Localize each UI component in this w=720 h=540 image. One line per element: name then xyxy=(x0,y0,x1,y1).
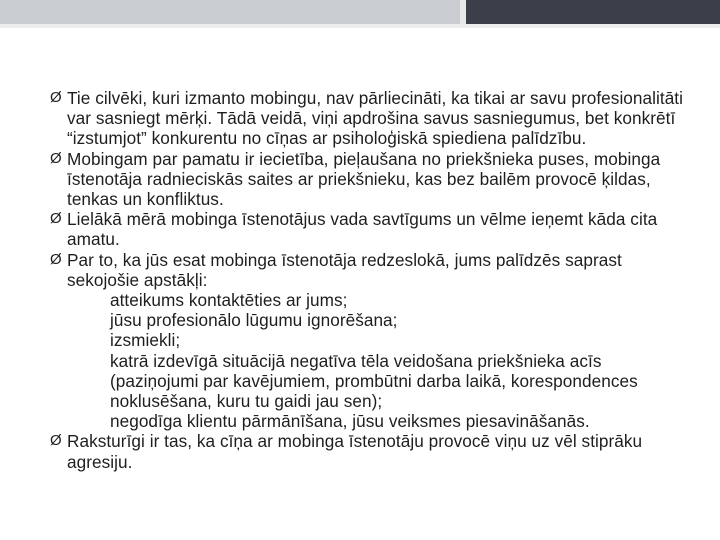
slide-body xyxy=(50,88,690,472)
title-bar-decoration xyxy=(0,0,720,24)
bullet-item xyxy=(50,149,690,210)
bullet-text: Tie cilvēki, kuri izmanto mobingu, nav pārliecināti, ka tikai ar savu profesionalitāti var sasniegt mērķi. Tādā veidā, viņi apdrošina savus sasniegumus, bet konkrētī “izstumjot” konkurentu no cīņas ar psiholoģiskā spiediena palīdzību. xyxy=(67,88,683,149)
sub-list-item: negodīga klientu pārmānīšana, jūsu veiksmes piesavināšanās. xyxy=(110,411,590,432)
bullet-item xyxy=(50,250,690,290)
arrow-bullet-icon: Ø xyxy=(50,149,62,167)
arrow-bullet-icon: Ø xyxy=(50,89,62,106)
divider-line xyxy=(0,24,720,28)
sub-list-item: atteikums kontaktēties ar jums; xyxy=(110,290,348,311)
title-bar-dark-band xyxy=(466,0,720,24)
title-bar-light-band xyxy=(0,0,460,24)
sub-list-item: izsmiekli; xyxy=(110,330,181,351)
bullet-item xyxy=(50,209,690,249)
arrow-bullet-icon: Ø xyxy=(50,250,62,268)
arrow-bullet-icon: Ø xyxy=(50,432,62,450)
bullet-text: Par to, ka jūs esat mobinga īstenotāja redzeslokā, jums palīdzēs saprast sekojošie apstākļi: xyxy=(67,249,622,290)
bullet-text: Raksturīgi ir tas, ka cīņa ar mobinga īstenotāju provocē viņu uz vēl stiprāku agresiju. xyxy=(67,431,643,472)
bullet-text: Mobingam par pamatu ir iecietība, pieļaušana no priekšnieka puses, mobinga īstenotāja radnieciskās saites ar priekšnieku, kas bez bailēm provocē ķildas, tenkas un konfliktus. xyxy=(67,148,661,210)
bullet-text: Lielākā mērā mobinga īstenotājus vada savtīgums un vēlme ieņemt kāda cita amatu. xyxy=(67,209,658,250)
sub-list-item: katrā izdevīgā situācijā negatīva tēla veidošana priekšnieka acīs (paziņojumi par kavējumiem, prombūtni darba laikā, korespondences noklusēšana, kuru tu gaidi jau sen); xyxy=(110,350,638,412)
sub-list-item: jūsu profesionālo lūgumu ignorēšana; xyxy=(110,310,398,331)
bullet-item xyxy=(50,431,690,471)
arrow-bullet-icon: Ø xyxy=(50,210,62,228)
bullet-item xyxy=(50,88,690,149)
